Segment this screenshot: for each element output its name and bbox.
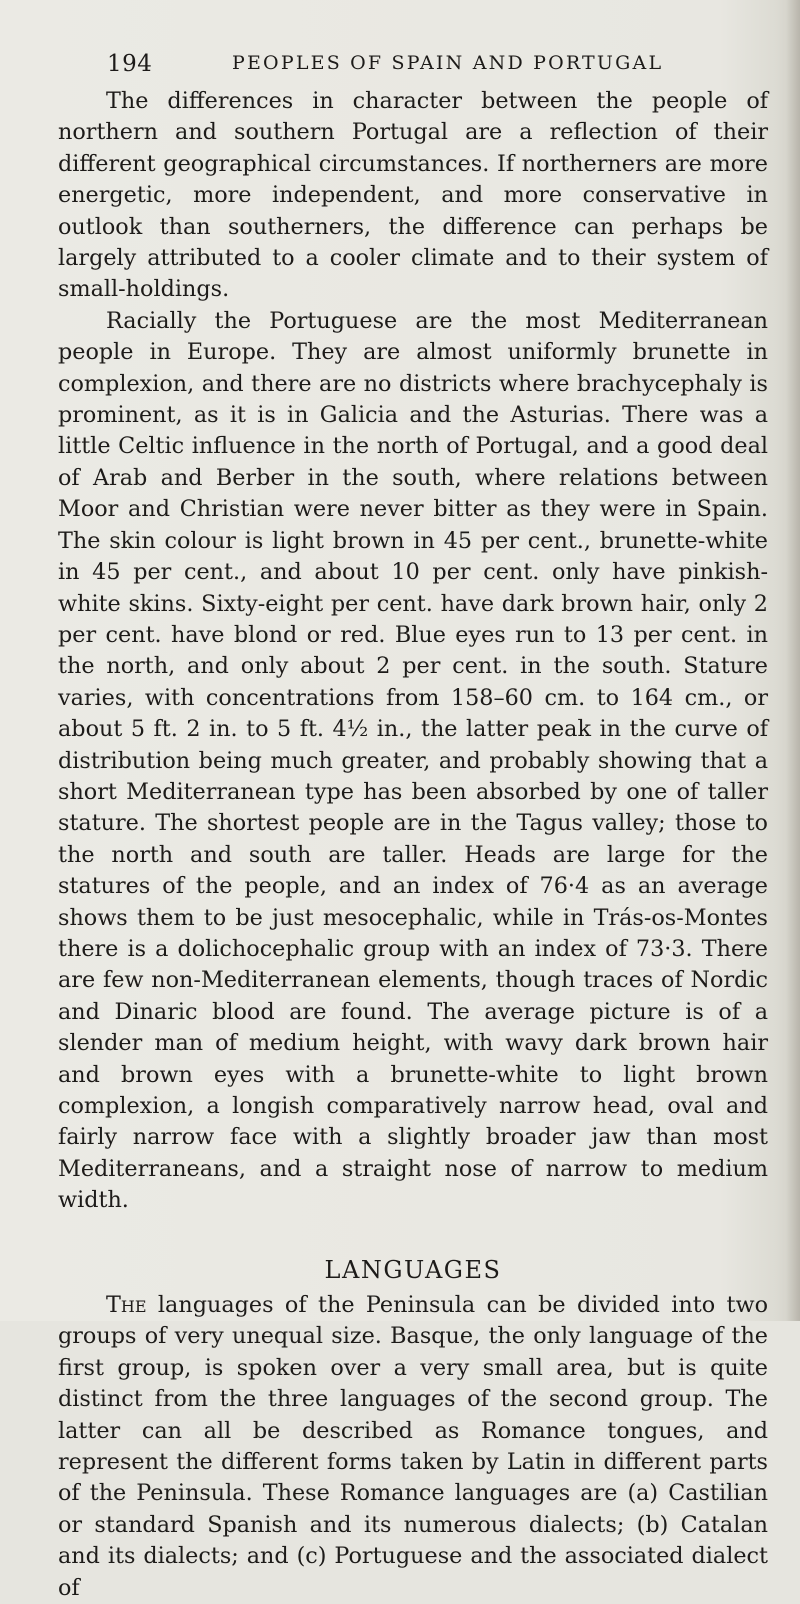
paragraph-languages <box>58 1290 768 1604</box>
paragraph-character-differences: The differences in character between the people of northern and southern Portugal are a reflection of their different geographical circumstances. If northerners are more energetic, more independent, and more conservative in outlook than southerners, the difference can perhaps be largely attributed to a cooler climate and to their system of small-holdings. <box>58 88 768 303</box>
page-header <box>107 48 717 80</box>
paragraph-racial-characteristics: Racially the Portuguese are the most Mediterranean people in Europe. They are almost uniformly brunette in complexion, and there are no districts where brachycephaly is prominent, as it is in Galicia and the Asturias. There was a little Celtic influence in the north of Portugal, and a good deal of Arab and Berber in the south, where relations between Moor and Christian were never bitter as they were in Spain. The skin colour is light brown in 45 per cent., brunette-white in 45 per cent., and about 10 per cent. only have pinkish-white skins. Sixty-eight per cent. have dark brown hair, only 2 per cent. have blond or red. Blue eyes run to 13 per cent. in the north, and only about 2 per cent. in the south. Stature varies, with concentrations from 158–60 cm. to 164 cm., or about 5 ft. 2 in. to 5 ft. 4½ in., the latter peak in the curve of distribution being much greater, and probably showing that a short Mediterranean type has been absorbed by one of taller stature. The shortest people are in the Tagus valley; those to the north and south are taller. Heads are large for the statures of the people, and an index of 76·4 as an average shows them to be just mesocephalic, while in Trás-os-Montes there is a dolichocephalic group with an index of 73·3. There are few non-Mediterranean elements, though traces of Nordic and Dinaric blood are found. The average picture is of a slender man of medium height, with wavy dark brown hair and brown eyes with a brunette-white to light brown complexion, a longish comparatively narrow head, oval and fairly narrow face with a slightly broader jaw than most Mediterraneans, and a straight nose of narrow to medium width. <box>58 307 768 1214</box>
lead-word: The <box>106 1292 147 1319</box>
body-text <box>58 86 768 1604</box>
running-title: PEOPLES OF SPAIN AND PORTUGAL <box>232 52 664 74</box>
page-number: 194 <box>107 51 153 77</box>
section-heading-languages: LANGUAGES <box>324 1255 502 1284</box>
paragraph-languages-text: languages of the Peninsula can be divided into two groups of very unequal size. Basque, the only language of the first group, is spoken over a very small area, but is quite distinct from the three languages of the second group. The latter can all be described as Romance tongues, and represent the different forms taken by Latin in different parts of the Peninsula. These Romance languages are (a) Castilian or standard Spanish and its numerous dialects; (b) Catalan and its dialects; and (c) Portuguese and the associated dialect of <box>58 1292 768 1601</box>
page-edge-shadow <box>786 0 800 1321</box>
